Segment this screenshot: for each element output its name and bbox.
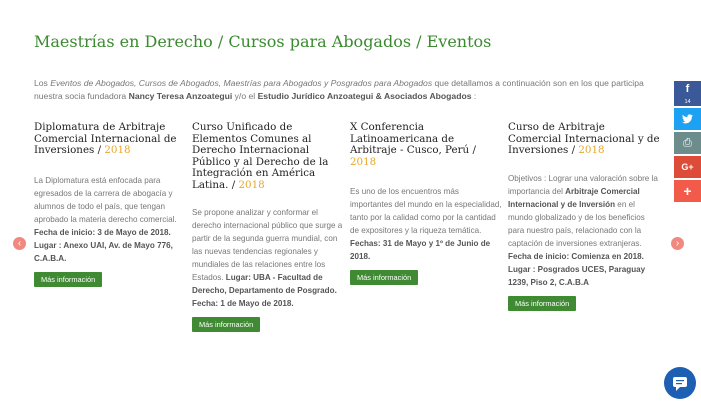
event-title[interactable]: Curso de Arbitraje Comercial Internacional y de Inversiones / 2018 — [508, 121, 660, 156]
googleplus-share-button[interactable] — [674, 156, 701, 178]
more-info-button[interactable]: Más información — [34, 272, 102, 287]
print-button[interactable] — [674, 132, 701, 154]
chat-bubble-icon — [664, 367, 696, 399]
intro-text: : — [471, 91, 477, 101]
event-year: 2018 — [578, 144, 605, 156]
carousel-prev-button[interactable] — [13, 237, 26, 250]
intro-text: que detallamos a continuación son en los que participa nuestra socia fundadora — [34, 78, 644, 101]
twitter-icon — [682, 114, 693, 124]
more-info-button[interactable]: Más información — [350, 270, 418, 285]
event-highlight: Arbitraje Comercial Internacional y de Inversión — [508, 186, 640, 209]
printer-icon: ⎙ — [683, 137, 692, 149]
event-year: 2018 — [350, 155, 377, 168]
share-bar — [674, 81, 701, 204]
event-details: Fecha de inicio: 3 de Mayo de 2018. Lugar : Anexo UAI, Av. de Mayo 776, C.A.B.A. — [34, 227, 173, 263]
carousel-next-button[interactable] — [671, 237, 684, 250]
event-card — [34, 122, 186, 287]
plus-icon: + — [683, 183, 692, 199]
firm-name: Estudio Jurídico Anzoategui & Asociados Abogados — [257, 91, 472, 101]
event-year: 2018 — [238, 178, 265, 191]
event-description: Objetivos : Lograr una valoración sobre la importancia del Arbitraje Comercial Internacional y de Inversión en el mundo globalizado y de los beneficios para nuestro país, relacionado con la captación de inversiones extranjeras. Fecha de inicio: Comienza en 2018. Lugar : Posgrados UCES, Paraguay 1239, Piso 2, C.A.B.A — [508, 173, 658, 287]
event-details: Lugar: UBA - Facultad de Derecho, Departamento de Posgrado. Fecha: 1 de Mayo de 2018. — [192, 273, 337, 308]
intro-text: Los — [34, 78, 51, 88]
more-info-button[interactable]: Más información — [508, 296, 576, 311]
intro-italic: Eventos de Abogados, Cursos de Abogados, Maestrías para Abogados y Posgrados para Abogados — [50, 78, 433, 88]
more-share-button[interactable] — [674, 180, 701, 202]
chat-button[interactable] — [664, 367, 696, 399]
googleplus-icon: G+ — [681, 162, 694, 172]
event-title[interactable]: Curso Unificado de Elementos Comunes al Derecho Internacional Público y al Derecho de la Integración en América Latina. / 2018 — [192, 121, 329, 191]
event-details: Fecha de inicio: Comienza en 2018. Lugar : Posgrados UCES, Paraguay 1239, Piso 2, C.A.B.A — [508, 251, 646, 287]
page-title: Maestrías en Derecho / Cursos para Abogados / Eventos — [34, 32, 492, 51]
event-details: Fechas: 31 de Mayo y 1º de Junio de 2018. — [350, 239, 491, 261]
intro-text: y/o el — [232, 91, 258, 101]
more-info-button[interactable]: Más información — [192, 317, 260, 332]
facebook-share-button[interactable] — [674, 81, 701, 106]
share-count: 14 — [684, 99, 691, 105]
event-card — [192, 122, 344, 332]
event-description: La Diplomatura está enfocada para egresados de la carrera de abogacía y alumnos de todo el país, que tengan aprobado la materia derecho comercial. Fecha de inicio: 3 de Mayo de 2018. Lugar : Anexo UAI, Av. de Mayo 776, C.A.B.A. — [34, 175, 177, 263]
chevron-right-icon: › — [675, 238, 680, 249]
event-description: Se propone analizar y conformar el derecho internacional público que surge a partir de la segunda guerra mundial, con las nuevas tendencias regionales y mundiales de las relaciones entre los Estados. Lugar: UBA - Facultad de Derecho, Departamento de Posgrado. Fecha: 1 de Mayo de 2018. — [192, 208, 343, 308]
facebook-icon: f — [685, 83, 690, 95]
event-card — [508, 122, 660, 311]
event-description: Es uno de los encuentros más importantes del mundo en la especialidad, tanto por la calidad como por la cantidad de expositores y la riqueza temática. Fechas: 31 de Mayo y 1º de Junio de 2018. — [350, 187, 502, 261]
founder-name: Nancy Teresa Anzoategui — [128, 91, 233, 101]
event-card — [350, 122, 502, 285]
chevron-left-icon: ‹ — [17, 238, 22, 249]
event-title[interactable]: Diplomatura de Arbitraje Comercial Internacional de Inversiones / 2018 — [34, 121, 177, 156]
event-title[interactable]: X Conferencia Latinoamericana de Arbitraje - Cusco, Perú / 2018 — [350, 121, 476, 168]
event-year: 2018 — [104, 144, 131, 156]
intro-paragraph — [34, 77, 674, 103]
twitter-share-button[interactable] — [674, 108, 701, 130]
